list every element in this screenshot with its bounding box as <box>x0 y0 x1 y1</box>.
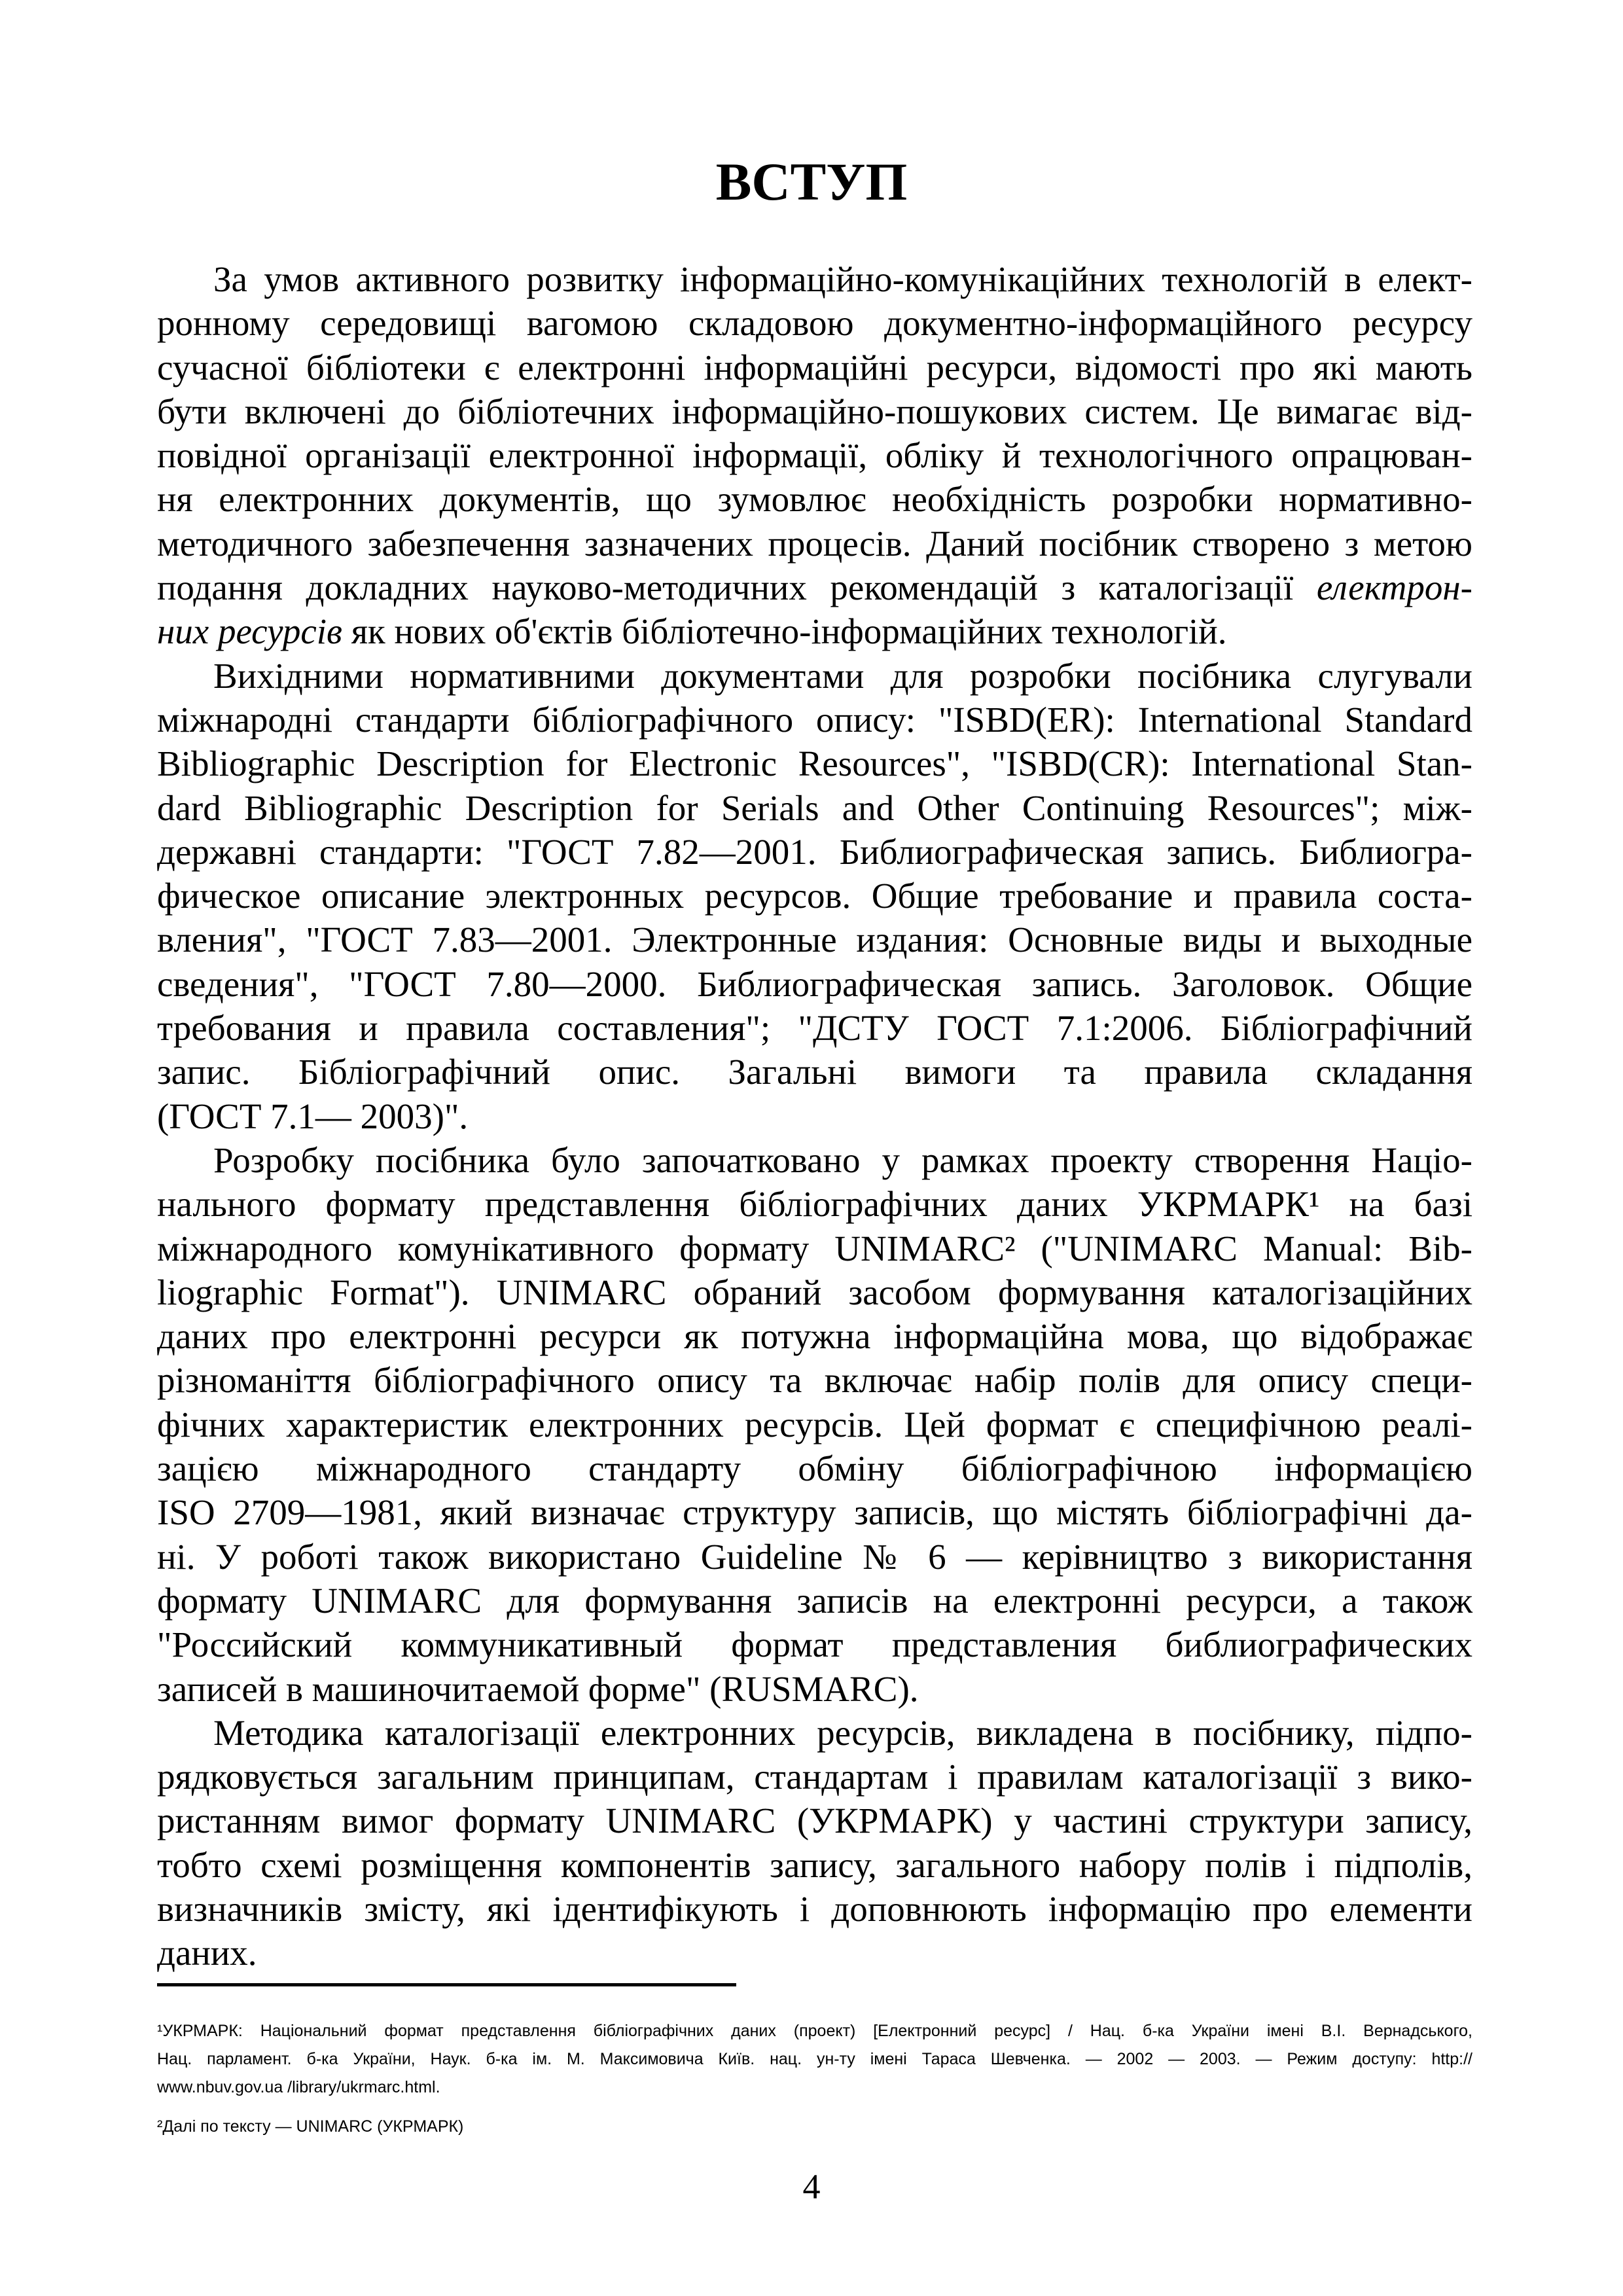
footnote-1 <box>157 2017 1472 2102</box>
text-line: запис. Бібліографічний опис. Загальні вимоги та правила складання <box>157 1052 1472 1092</box>
text-line: бути включені до бібліотечних інформаційно-пошукових систем. Це вимагає від- <box>157 391 1472 431</box>
text-line: ристанням вимог формату UNIMARC (УКРМАРК) у частині структури запису, <box>157 1801 1472 1841</box>
text-line: різноманіття бібліографічного опису та включає набір полів для опису специ- <box>157 1360 1472 1401</box>
text-line: (ГОСТ 7.1— 2003)". <box>157 1096 469 1136</box>
text-line: liographic Format"). UNIMARC обраний засобом формування каталогізаційних <box>157 1272 1472 1312</box>
paragraph <box>157 1711 1472 1975</box>
paragraph <box>157 654 1472 1138</box>
text-line: державні стандарти: "ГОСТ 7.82—2001. Библиографическая запись. Библиогра- <box>157 831 1472 872</box>
text-line: ронному середовищі вагомою складовою документно-інформаційного ресурсу <box>157 303 1472 344</box>
text-line: методичного забезпечення зазначених процесів. Даний посібник створено з метою <box>157 523 1472 564</box>
footnote-line: Нац. парламент. б-ка України, Наук. б-ка ім. М. Максимовича Київ. нац. ун-ту імені Тараса Шевченка. — 2002 — 2003. — Режим доступу: http:// <box>157 2050 1472 2068</box>
text-line: визначників змісту, які ідентифікують і доповнюють інформацію про елементи <box>157 1888 1472 1929</box>
italic-text: них ресурсів <box>157 611 342 652</box>
text-line: записей в машиночитаемой форме" (RUSMARC). <box>157 1668 919 1709</box>
text-line: фическое описание электронных ресурсов. Общие требование и правила соста- <box>157 876 1472 916</box>
footnote-line: ²Далі по тексту — UNIMARC (УКРМАРК) <box>157 2117 464 2136</box>
footnote-separator <box>157 1983 736 1986</box>
text-line: dard Bibliographic Description for Serials and Other Continuing Resources"; між- <box>157 787 1472 828</box>
text-line: повідної організації електронної інформації, обліку й технологічного опрацюван- <box>157 435 1472 476</box>
text-line: зацією міжнародного стандарту обміну бібліографічною інформацією <box>157 1448 1472 1489</box>
text-line: тобто схемі розміщення компонентів запису, загального набору полів і підполів, <box>157 1844 1472 1885</box>
text-line: рядковується загальним принципам, стандартам і правилам каталогізації з вико- <box>157 1757 1472 1797</box>
text-segment: як нових об'єктів бібліотечно-інформаційних технологій. <box>342 611 1227 652</box>
page-title: ВСТУП <box>715 152 908 211</box>
footnote-line: www.nbuv.gov.ua /library/ukrmarc.html. <box>157 2078 440 2096</box>
text-line: міжнародного комунікативного формату UNIMARC² ("UNIMARC Manual: Bib- <box>157 1228 1472 1268</box>
italic-text: електрон- <box>1316 567 1472 608</box>
text-line: Методика каталогізації електронних ресурсів, викладена в посібнику, підпо- <box>213 1712 1472 1753</box>
page-number: 4 <box>802 2167 821 2206</box>
text-line: фічних характеристик електронних ресурсів. Цей формат є специфічною реалі- <box>157 1404 1472 1444</box>
text-line: формату UNIMARC для формування записів на електронні ресурси, а також <box>157 1580 1472 1621</box>
text-line: сведения", "ГОСТ 7.80—2000. Библиографическая запись. Заголовок. Общие <box>157 963 1472 1004</box>
text-line: даних. <box>157 1933 257 1973</box>
text-segment: подання докладних науково-методичних рекомендацій з каталогізації <box>157 567 1317 608</box>
text-line: вления", "ГОСТ 7.83—2001. Электронные издания: Основные виды и выходные <box>157 920 1472 960</box>
text-line: даних про електронні ресурси як потужна інформаційна мова, що відображає <box>157 1316 1472 1357</box>
body-text <box>157 257 1472 1975</box>
text-line: ня електронних документів, що зумовлює необхідність розробки нормативно- <box>157 479 1472 520</box>
text-line: Розробку посібника було започатковано у рамках проекту створення Націо- <box>213 1139 1472 1180</box>
text-line: Вихідними нормативними документами для розробки посібника слугували <box>213 655 1472 696</box>
text-line <box>157 609 1472 653</box>
text-line: ISO 2709—1981, який визначає структуру записів, що містять бібліографічні да- <box>157 1492 1472 1533</box>
text-line: "Российский коммуникативный формат представления библиографических <box>157 1624 1472 1665</box>
text-line: міжнародні стандарти бібліографічного опису: "ISBD(ER): International Standard <box>157 699 1472 740</box>
text-line: Bibliographic Description for Electronic Resources", "ISBD(CR): International Stan- <box>157 744 1472 784</box>
text-line: За умов активного розвитку інформаційно-комунікаційних технологій в елект- <box>213 259 1472 299</box>
text-line: ні. У роботі також використано Guideline № 6 — керівництво з використання <box>157 1536 1472 1577</box>
text-line: сучасної бібліотеки є електронні інформаційні ресурси, відомості про які мають <box>157 347 1472 387</box>
footnote-line: ¹УКРМАРК: Національний формат представлення бібліографічних даних (проект) [Електронний ресурс] / Нац. б-ка України імені В.І. Вернадського, <box>157 2022 1472 2040</box>
text-line: требования и правила составления"; "ДСТУ ГОСТ 7.1:2006. Бібліографічний <box>157 1008 1472 1049</box>
footnote-2 <box>157 2113 1472 2141</box>
text-line: нального формату представлення бібліографічних даних УКРМАРК¹ на базі <box>157 1184 1472 1225</box>
paragraph <box>157 1138 1472 1711</box>
paragraph <box>157 257 1472 654</box>
text-line <box>157 565 1472 609</box>
